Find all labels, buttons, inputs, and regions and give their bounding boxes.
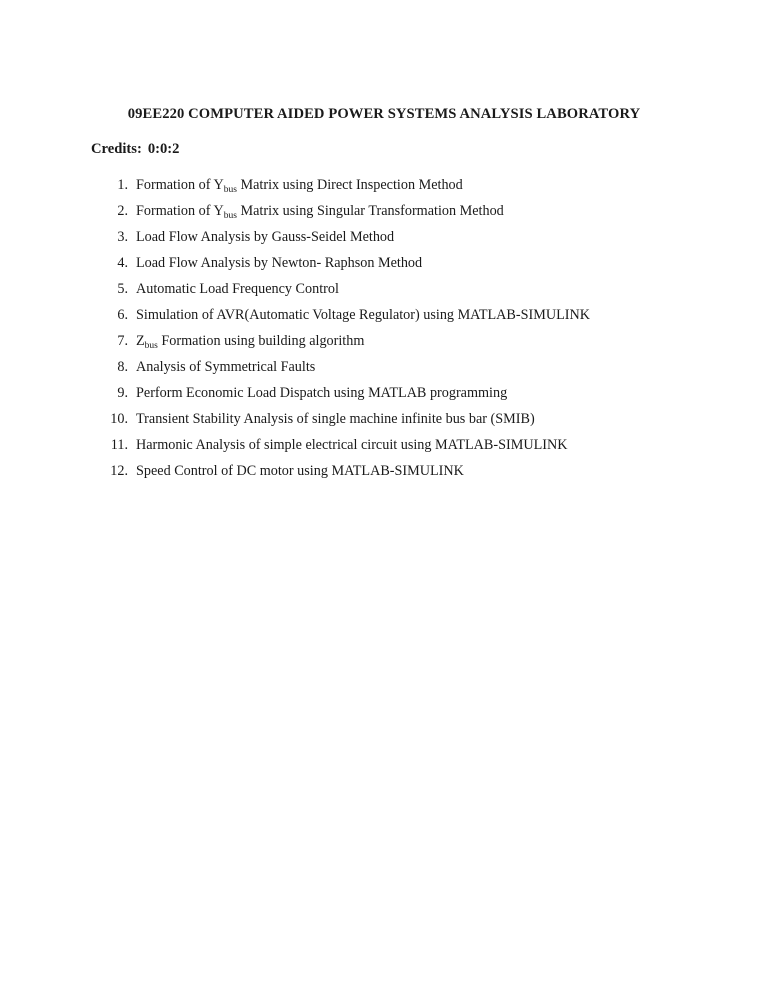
experiment-title: [136, 201, 504, 221]
experiment-text: Analysis of Symmetrical Faults: [136, 359, 316, 375]
experiment-number: 12.: [110, 463, 128, 479]
experiment-number: 9.: [117, 385, 128, 401]
experiment-title: [136, 253, 422, 273]
experiment-number: 6.: [117, 307, 128, 323]
experiment-number: 11.: [110, 437, 128, 453]
experiment-text: Simulation of AVR(Automatic Voltage Regulator) using MATLAB-SIMULINK: [136, 307, 590, 323]
experiment-title: [136, 409, 535, 429]
experiment-text-rest: Matrix using Direct Inspection Method: [236, 177, 463, 193]
experiment-text: Transient Stability Analysis of single machine infinite bus bar (SMIB): [136, 411, 535, 427]
experiment-text: Automatic Load Frequency Control: [136, 281, 339, 297]
experiment-text: Z: [136, 333, 145, 349]
experiment-number: 5.: [117, 281, 128, 297]
experiment-text-rest: Formation using building algorithm: [157, 333, 365, 349]
experiment-text: Formation of Y: [136, 177, 224, 193]
credits-value: 0:0:2: [147, 141, 180, 157]
experiment-number: 4.: [117, 255, 128, 271]
experiment-title: [136, 331, 364, 351]
experiment-number: 7.: [117, 333, 128, 349]
experiment-text-rest: Matrix using Singular Transformation Method: [236, 203, 504, 219]
experiment-title: [136, 279, 339, 299]
experiment-number: 1.: [117, 177, 128, 193]
experiment-text: Perform Economic Load Dispatch using MATLAB programming: [136, 385, 508, 401]
experiment-subscript: bus: [223, 185, 237, 195]
experiment-title: [136, 175, 463, 195]
experiment-title: [136, 435, 567, 455]
experiment-number: 3.: [117, 229, 128, 245]
credits-line: [91, 141, 179, 158]
experiment-text: Load Flow Analysis by Newton- Raphson Method: [136, 255, 423, 271]
experiment-subscript: bus: [223, 211, 237, 221]
experiment-text: Load Flow Analysis by Gauss-Seidel Method: [136, 229, 395, 245]
experiment-number: 10.: [110, 411, 128, 427]
experiment-title: [136, 357, 315, 377]
experiment-number: 2.: [117, 203, 128, 219]
experiment-text: Harmonic Analysis of simple electrical circuit using MATLAB-SIMULINK: [136, 437, 568, 453]
experiment-title: [136, 461, 464, 481]
experiment-subscript: bus: [144, 341, 158, 351]
experiment-number: 8.: [117, 359, 128, 375]
experiment-title: [136, 383, 507, 403]
credits-label: Credits:: [91, 141, 142, 157]
document-title: 09EE220 COMPUTER AIDED POWER SYSTEMS ANALYSIS LABORATORY: [127, 106, 641, 122]
experiment-text: Speed Control of DC motor using MATLAB-SIMULINK: [136, 463, 464, 479]
experiment-title: [136, 227, 394, 247]
experiment-text: Formation of Y: [136, 203, 224, 219]
experiment-title: [136, 305, 590, 325]
